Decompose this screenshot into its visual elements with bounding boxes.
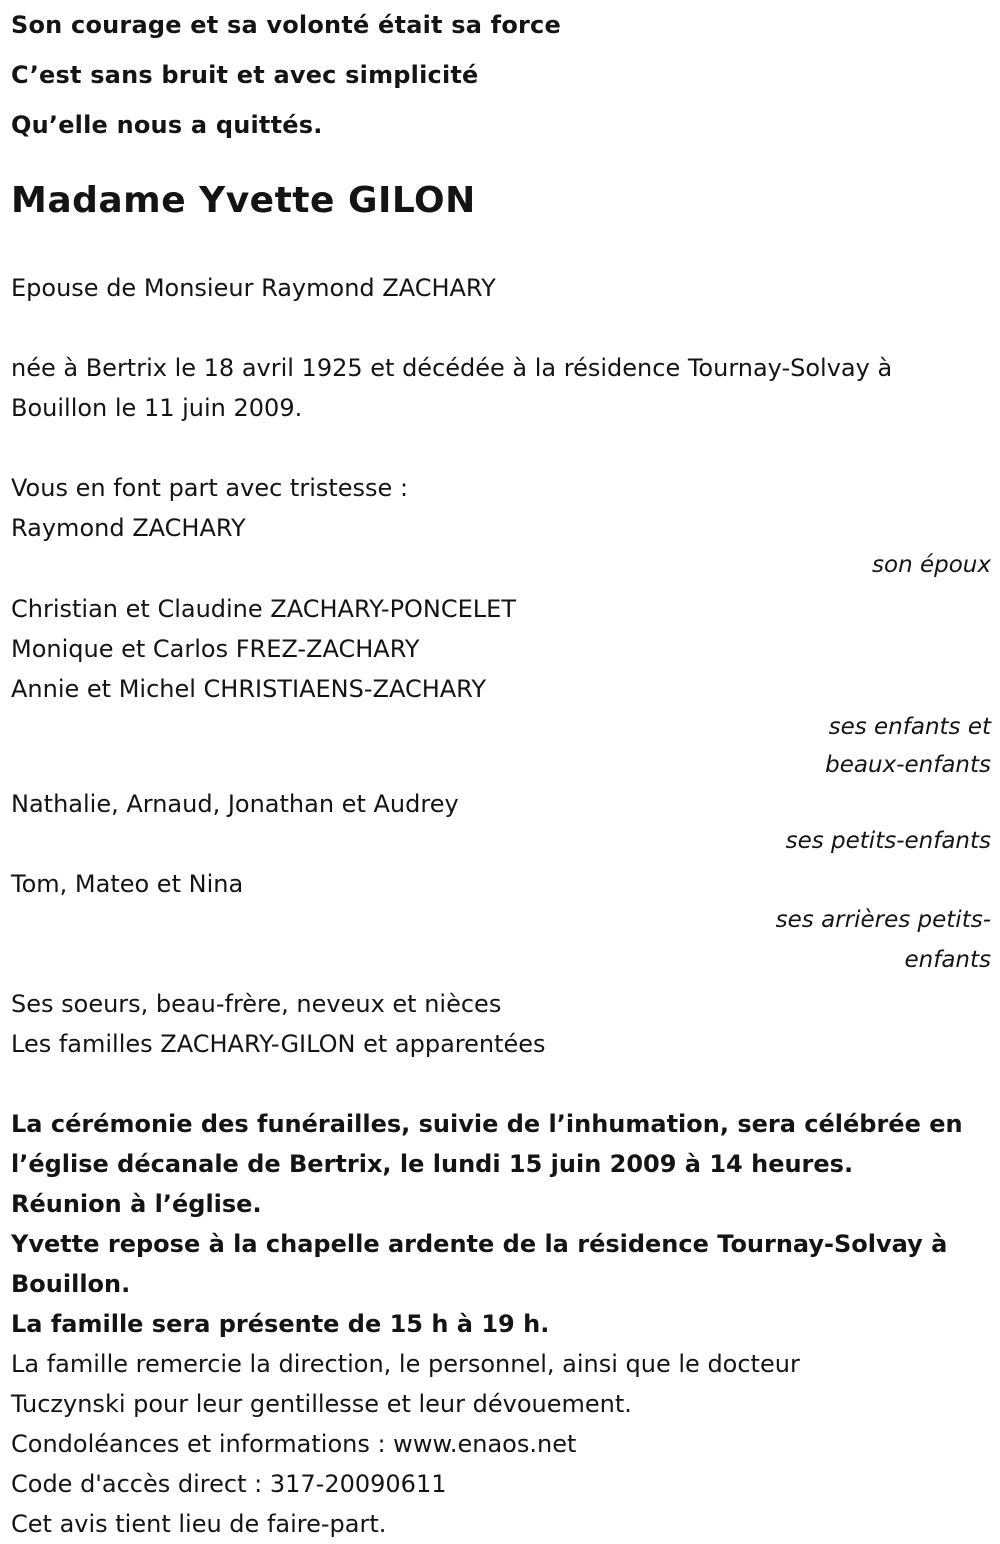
family-announcement — [11, 468, 991, 1064]
relation-label: ses enfants et — [828, 714, 991, 740]
family-group-children — [11, 589, 991, 784]
obituary-notice — [11, 0, 991, 1544]
condolences-line: Condoléances et informations : www.enaos.net — [11, 1430, 577, 1458]
family-group-great-grandchildren — [11, 864, 991, 980]
family-group-others — [11, 984, 991, 1064]
family-name-line: Monique et Carlos FREZ-ZACHARY — [11, 635, 420, 663]
relation-label: enfants — [904, 947, 991, 973]
closing-notes — [11, 1344, 991, 1544]
closing-line: La famille remercie la direction, le personnel, ainsi que le docteur — [11, 1350, 800, 1378]
ceremony-line: l’église décanale de Bertrix, le lundi 15 juin 2009 à 14 heures. — [11, 1150, 854, 1178]
epigraph-line: Qu’elle nous a quittés. — [11, 111, 323, 139]
birth-death-line: née à Bertrix le 18 avril 1925 et décédée à la résidence Tournay-Solvay à — [11, 354, 893, 382]
family-name-line: Nathalie, Arnaud, Jonathan et Audrey — [11, 790, 459, 818]
spouse-line: Epouse de Monsieur Raymond ZACHARY — [11, 274, 496, 302]
relation-label: ses petits-enfants — [785, 828, 991, 854]
family-name-line: Annie et Michel CHRISTIAENS-ZACHARY — [11, 675, 486, 703]
family-group-grandchildren — [11, 784, 991, 862]
ceremony-line: Bouillon. — [11, 1270, 131, 1298]
ceremony-details — [11, 1104, 991, 1344]
deceased-name: Madame Yvette GILON — [11, 180, 476, 221]
ceremony-line: La famille sera présente de 15 h à 19 h. — [11, 1310, 550, 1338]
relation-label: son époux — [872, 552, 991, 578]
birth-death-info — [11, 348, 991, 428]
family-name-line: Les familles ZACHARY-GILON et apparentées — [11, 1030, 546, 1058]
relation-label: beaux-enfants — [825, 752, 991, 778]
family-group-spouse — [11, 508, 991, 586]
ceremony-line: La cérémonie des funérailles, suivie de l’inhumation, sera célébrée en — [11, 1110, 963, 1138]
family-name-line: Christian et Claudine ZACHARY-PONCELET — [11, 595, 516, 623]
announcement-line: Vous en font part avec tristesse : — [11, 474, 409, 502]
epigraph-line: Son courage et sa volonté était sa force — [11, 11, 561, 39]
ceremony-line: Réunion à l’église. — [11, 1190, 262, 1218]
closing-line: Cet avis tient lieu de faire-part. — [11, 1510, 387, 1538]
ceremony-line: Yvette repose à la chapelle ardente de la résidence Tournay-Solvay à — [11, 1230, 948, 1258]
family-name-line: Raymond ZACHARY — [11, 514, 246, 542]
relation-label: ses arrières petits- — [775, 907, 991, 933]
epigraph — [11, 0, 991, 150]
closing-line: Tuczynski pour leur gentillesse et leur dévouement. — [11, 1390, 632, 1418]
access-code-line: Code d'accès direct : 317-20090611 — [11, 1470, 447, 1498]
epigraph-line: C’est sans bruit et avec simplicité — [11, 61, 479, 89]
birth-death-line: Bouillon le 11 juin 2009. — [11, 394, 303, 422]
family-name-line: Tom, Mateo et Nina — [11, 870, 244, 898]
family-name-line: Ses soeurs, beau-frère, neveux et nièces — [11, 990, 502, 1018]
